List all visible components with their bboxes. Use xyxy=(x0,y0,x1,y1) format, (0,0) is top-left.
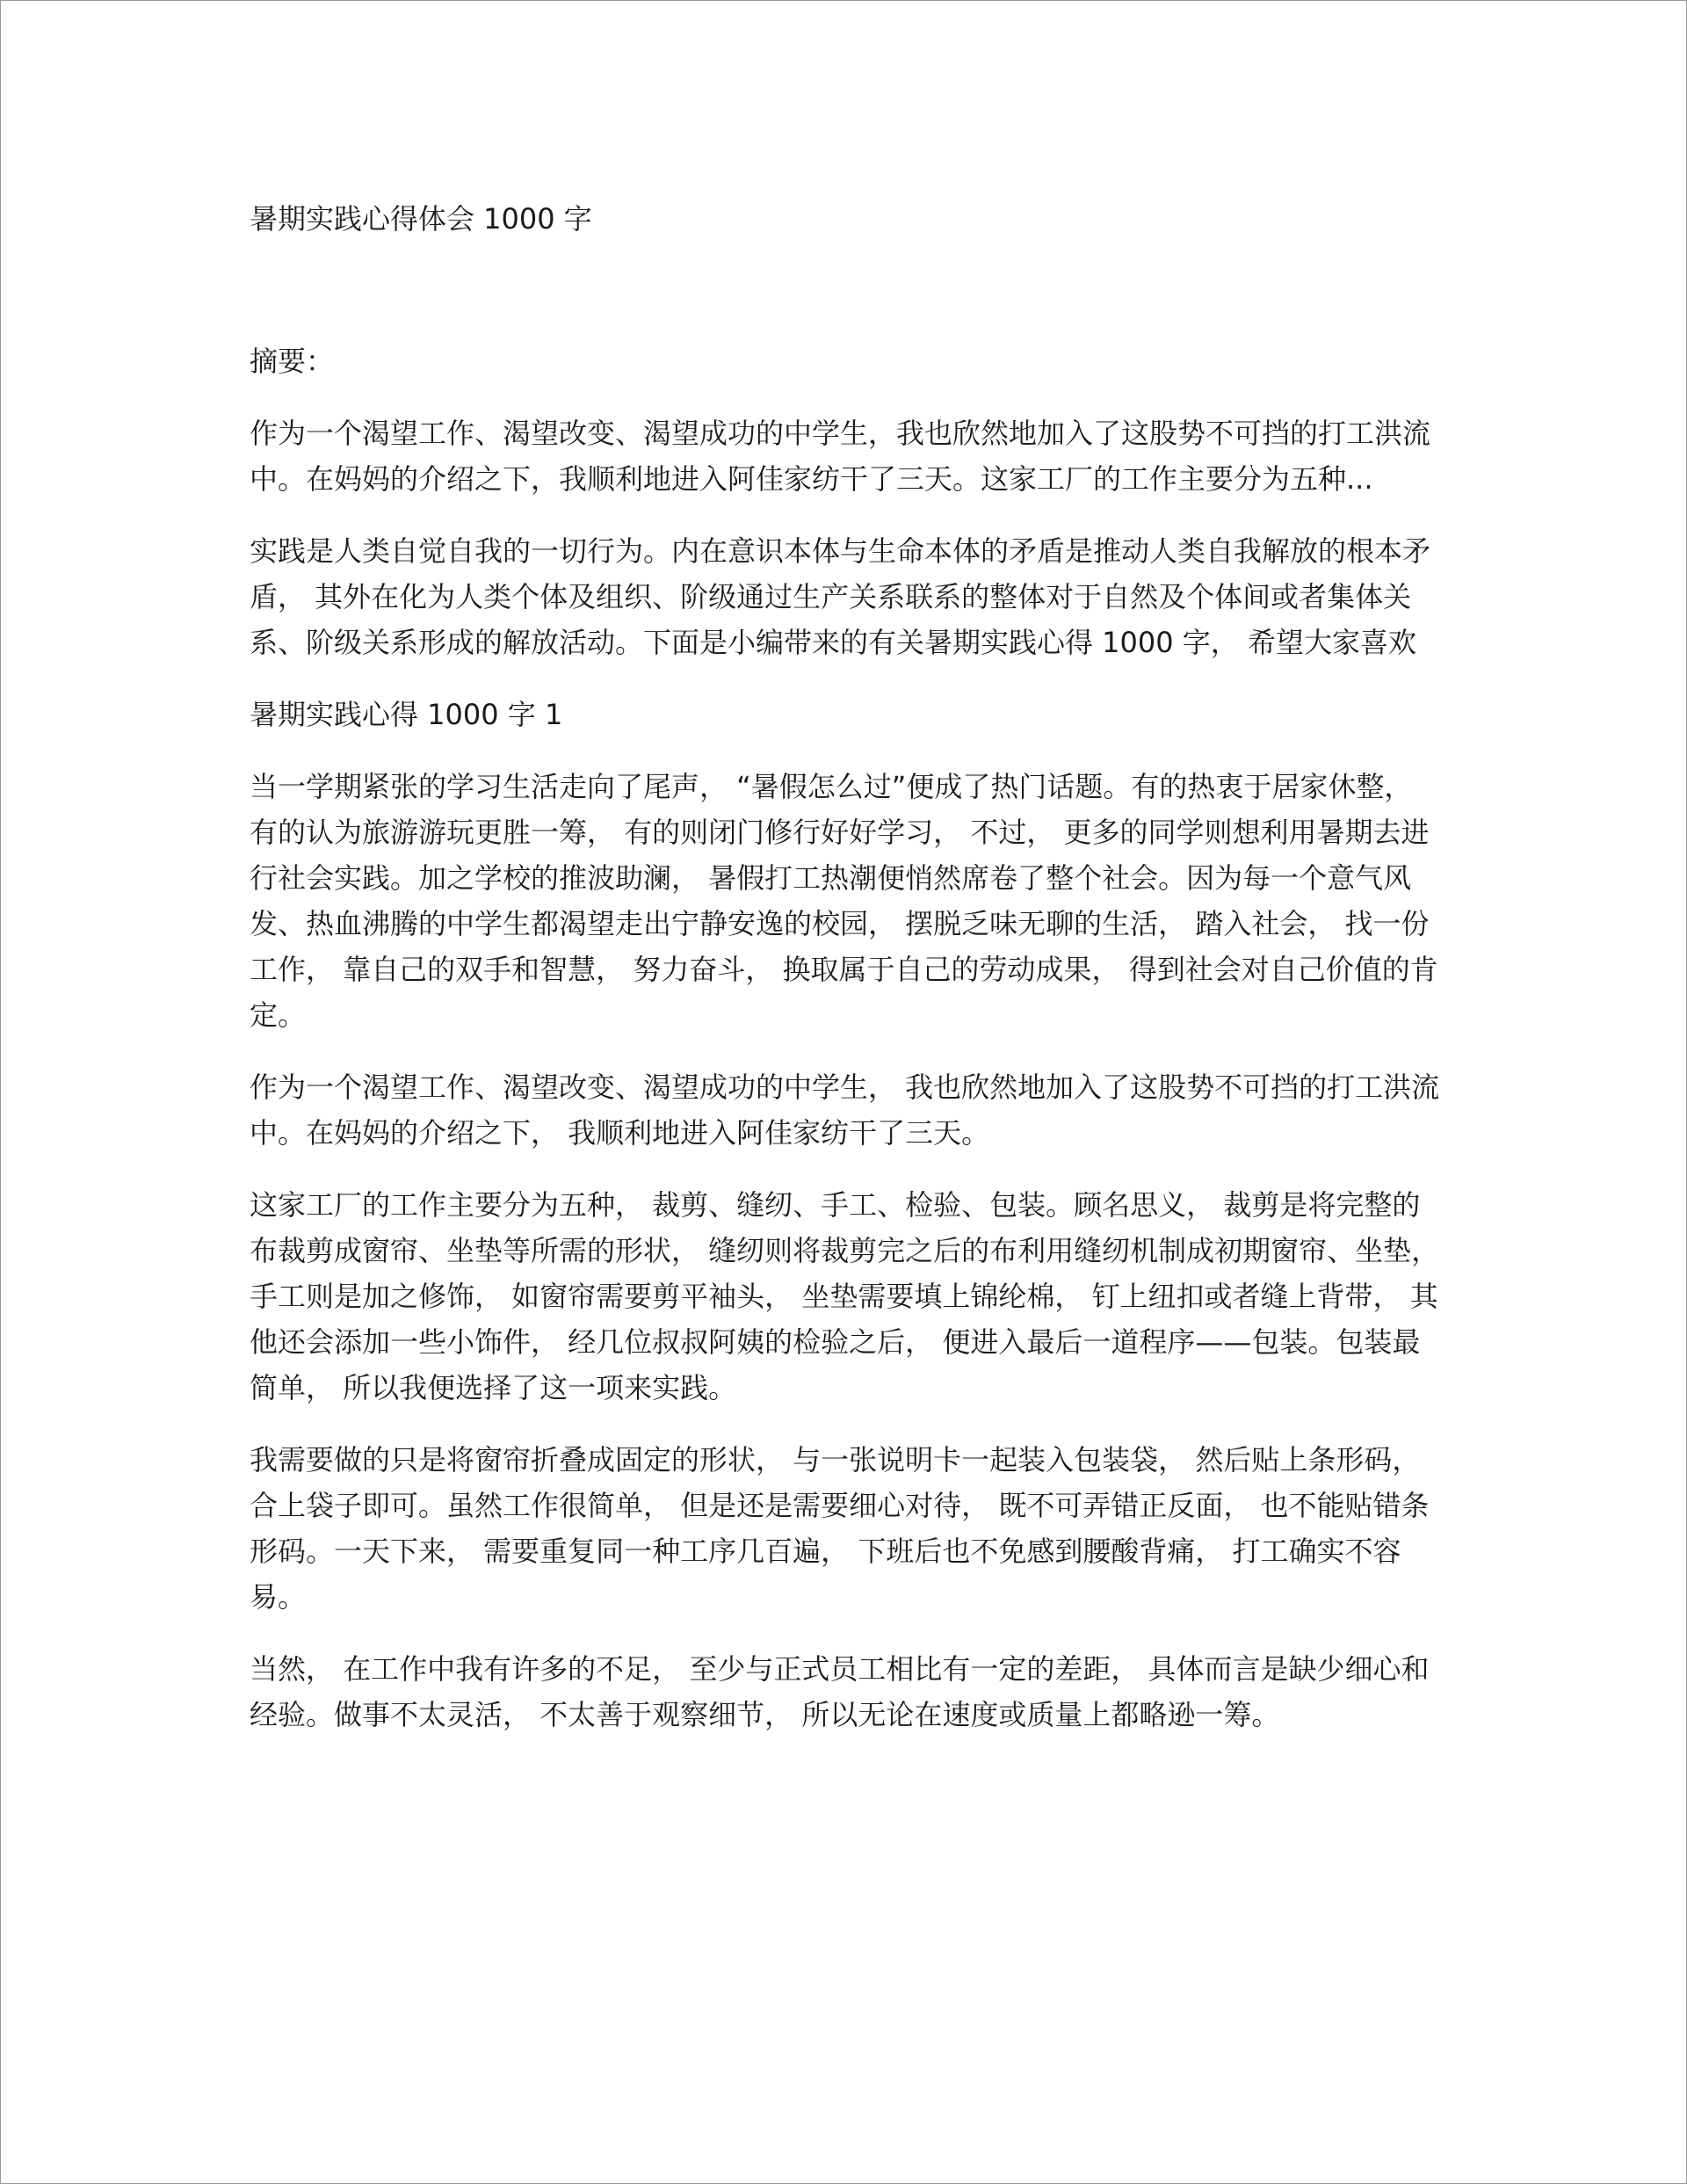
intro-paragraph: 实践是人类自觉自我的一切行为。内在意识本体与生命本体的矛盾是推动人类自我解放的根本矛盾， 其外在化为人类个体及组织、阶级通过生产关系联系的整体对于自然及个体间或者集体关系、阶级关系形成的解放活动。下面是小编带来的有关暑期实践心得 1000 字， 希望大家喜欢 xyxy=(250,534,1431,659)
abstract-text: 作为一个渴望工作、渴望改变、渴望成功的中学生，我也欣然地加入了这股势不可挡的打工洪流中。在妈妈的介绍之下，我顺利地进入阿佳家纺干了三天。这家工厂的工作主要分为五种... xyxy=(250,417,1431,496)
section-heading: 暑期实践心得 1000 字 1 xyxy=(250,698,563,731)
body-paragraph: 当然， 在工作中我有许多的不足， 至少与正式员工相比有一定的差距， 具体而言是缺少细心和经验。做事不太灵活， 不太善于观察细节， 所以无论在速度或质量上都略逊一筹。 xyxy=(250,1652,1430,1731)
body-paragraph: 当一学期紧张的学习生活走向了尾声， “暑假怎么过”便成了热门话题。有的热衷于居家休整， 有的认为旅游游玩更胜一筹， 有的则闭门修行好好学习， 不过， 更多的同学则想利用暑期去进行社会实践。加之学校的推波助澜， 暑假打工热潮便悄然席卷了整个社会。因为每一个意气风发、热血沸腾的中学生都渴望走出宁静安逸的校园， 摆脱乏味无聊的生活， 踏入社会， 找一份工作， 靠自己的双手和智慧， 努力奋斗， 换取属于自己的劳动成果， 得到社会对自己价值的肯定。 xyxy=(250,770,1438,1032)
abstract-label: 摘要： xyxy=(250,345,335,378)
body-paragraph: 作为一个渴望工作、渴望改变、渴望成功的中学生， 我也欣然地加入了这股势不可挡的打工洪流中。在妈妈的介绍之下， 我顺利地进入阿佳家纺干了三天。 xyxy=(250,1070,1440,1150)
document-title: 暑期实践心得体会 1000 字 xyxy=(250,202,592,236)
body-paragraph: 我需要做的只是将窗帘折叠成固定的形状， 与一张说明卡一起装入包装袋， 然后贴上条形码， 合上袋子即可。虽然工作很简单， 但是还是需要细心对待， 既不可弄错正反面， 也不能贴错条形码。一天下来， 需要重复同一种工序几百遍， 下班后也不免感到腰酸背痛， 打工确实不容易。 xyxy=(250,1443,1430,1614)
body-paragraph: 这家工厂的工作主要分为五种， 裁剪、缝纫、手工、检验、包装。顾名思义， 裁剪是将完整的布裁剪成窗帘、坐垫等所需的形状， 缝纫则将裁剪完之后的布利用缝纫机制成初期窗帘、坐垫， 手工则是加之修饰， 如窗帘需要剪平袖头， 坐垫需要填上锦纶棉， 钉上纽扣或者缝上背带， 其他还会添加一些小饰件， 经几位叔叔阿姨的检验之后， 便进入最后一道程序——包装。包装最简单， 所以我便选择了这一项来实践。 xyxy=(250,1188,1440,1404)
document-body xyxy=(250,196,1444,1738)
